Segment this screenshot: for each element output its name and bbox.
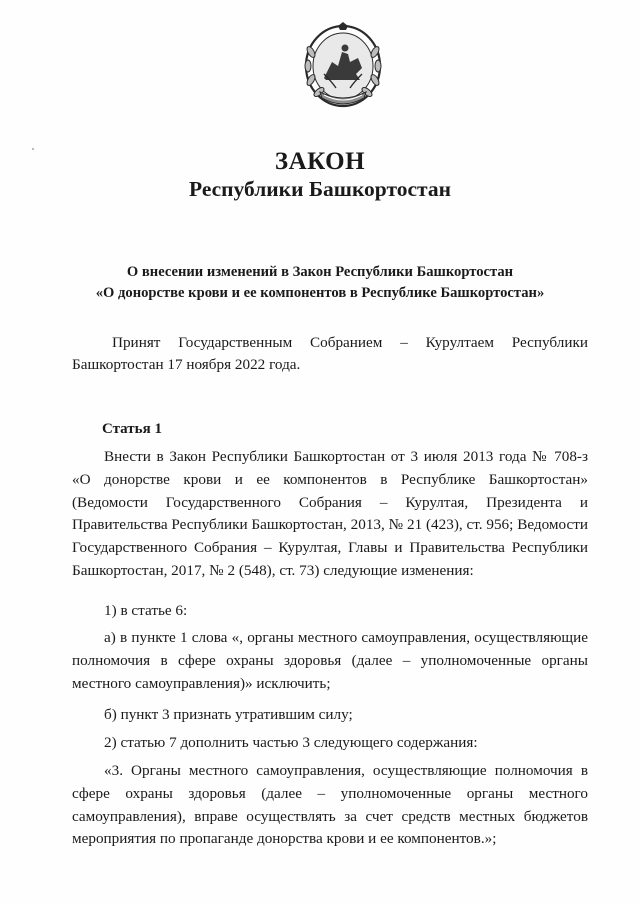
item-1: 1) в статье 6: — [104, 602, 188, 619]
document-title: ЗАКОН — [274, 148, 366, 175]
adoption-line1: Принят Государственным Собранием – Курултаем Республики — [112, 334, 588, 351]
adoption-note — [72, 332, 588, 376]
item-1b: б) пункт 3 признать утратившим силу; — [104, 706, 353, 723]
item-2-text: «3. Органы местного самоуправления, осуществляющие полномочия в сфере охраны здоровья (далее – уполномоченные органы местного самоуправления), вправе осуществлять за счет средств местных бюджетов мероприятия по пропаганде донорства крови и ее компонентов.»; — [72, 762, 588, 848]
item-1a: а) в пункте 1 слова «, органы местного самоуправления, осуществляющие полномочия в сфере охраны здоровья (далее – уполномоченные органы местного самоуправления)» исключить; — [72, 629, 588, 692]
article-intro-paragraph: Внести в Закон Республики Башкортостан от 3 июля 2013 года № 708-з «О донорстве крови и ее компонентов в Республике Башкортостан» (Ведомости Государственного Собрания – Курултая, Президента и Правительства Республики Башкортостан, 2013, № 21 (423), ст. 956; Ведомости Государственного Собрания – Курултая, Главы и Правительства Республики Башкортостан, 2017, № 2 (548), ст. 73) следующие изменения: — [72, 448, 588, 579]
republic-of-bashkortostan-coat-of-arms-icon — [302, 22, 384, 114]
article-title: Статья 1 — [102, 421, 162, 437]
document-subtitle: Республики Башкортостан — [188, 177, 452, 201]
adoption-line2: Башкортостан 17 ноября 2022 года. — [72, 356, 301, 373]
law-heading-line1: О внесении изменений в Закон Республики Башкортостан — [126, 264, 514, 280]
item-2: 2) статью 7 дополнить частью 3 следующего содержания: — [104, 734, 478, 751]
law-heading-line2: «О донорстве крови и ее компонентов в Республике Башкортостан» — [95, 285, 545, 301]
law-heading — [0, 262, 640, 304]
